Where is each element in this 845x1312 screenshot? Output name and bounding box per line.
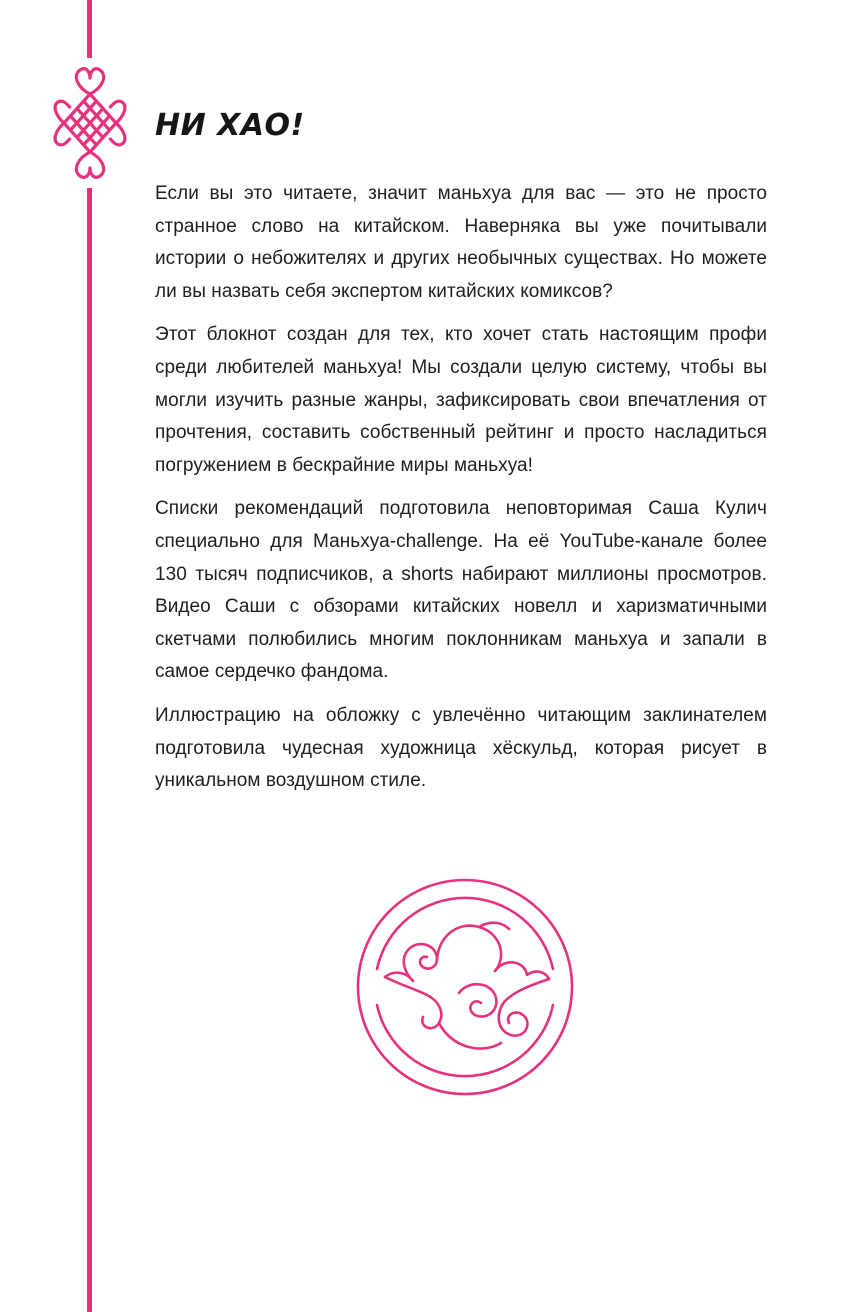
paragraph-notebook-purpose: Этот блокнот создан для тех, кто хочет стать настоящим профи среди любителей маньхуа! Мы создали целую систему, чтобы вы могли изучить разные жанры, зафиксировать свои впечатления от прочтения, составить собственный рейтинг и просто насладиться погружением в бескрайние миры маньхуа! bbox=[155, 324, 767, 476]
paragraph-recommendations-author: Списки рекомендаций подготовила неповторимая Саша Кулич специально для Маньхуа-challenge. На её YouTube-канале более 130 тысяч подписчиков, а shorts набирают миллионы просмотров. Видео Саши с обзорами китайских новелл и харизматичными скетчами полюбились многим поклонникам маньхуа и запали в самое сердечко фандома. bbox=[155, 498, 767, 683]
paragraph-cover-illustration: Иллюстрацию на обложку с увлечённо читающим заклинателем подготовила чудесная художница хёскульд, которая рисует в уникальном воздушном стиле. bbox=[155, 704, 767, 792]
endless-knot-icon bbox=[50, 58, 130, 188]
cloud-emblem-icon bbox=[355, 877, 575, 1097]
vertical-accent-line bbox=[87, 0, 92, 1312]
body-text bbox=[155, 178, 767, 809]
page-title: НИ ХАО! bbox=[155, 108, 305, 143]
paragraph-intro: Если вы это читаете, значит маньхуа для вас — это не просто странное слово на китайском. Наверняка вы уже почитывали истории о небожителях и других необычных существах. Но можете ли вы назвать себя экспертом китайских комиксов? bbox=[155, 183, 767, 302]
